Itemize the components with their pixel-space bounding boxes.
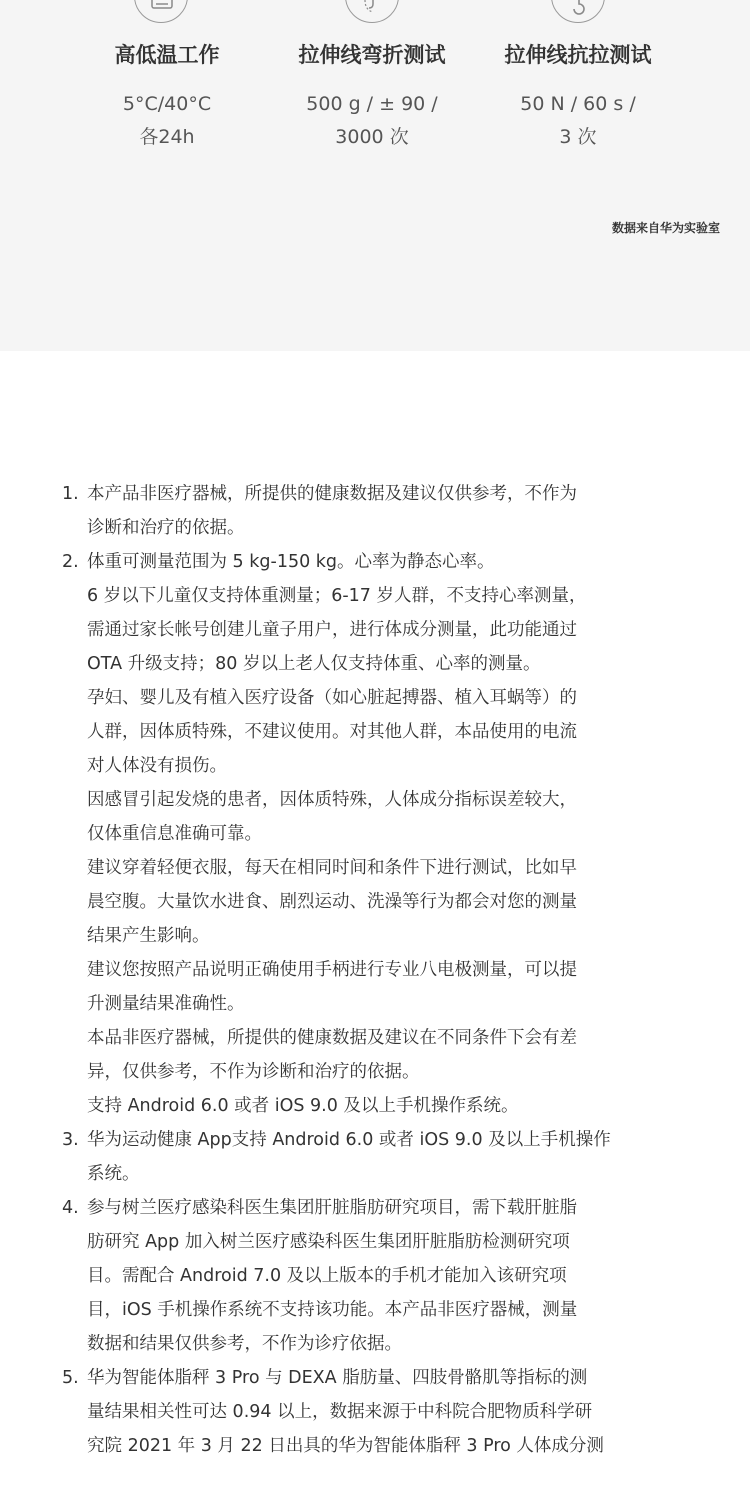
- test-results-panel: [0, 0, 750, 351]
- note-number: 2.: [62, 552, 79, 572]
- box-icon: [134, 0, 188, 23]
- note-line: 人群，因体质特殊，不建议使用。对其他人群，本品使用的电流: [87, 722, 577, 742]
- hook-icon: [551, 0, 605, 23]
- note-line: 结果产生影响。: [87, 926, 210, 946]
- note-number: 3.: [62, 1130, 79, 1150]
- note-line: 肪研究 App 加入树兰医疗感染科医生集团肝脏脂肪检测研究项: [87, 1232, 570, 1252]
- note-item: [62, 1361, 722, 1463]
- note-line: 支持 Android 6.0 或者 iOS 9.0 及以上手机操作系统。: [87, 1096, 519, 1116]
- note-line: 晨空腹。大量饮水进食、剧烈运动、洗澡等行为都会对您的测量: [87, 892, 577, 912]
- note-line: 建议您按照产品说明正确使用手柄进行专业八电极测量，可以提: [87, 960, 577, 980]
- test-value: 500 g / ± 90 /: [306, 93, 438, 115]
- test-title: 高低温工作: [114, 43, 220, 67]
- test-item: [458, 40, 698, 154]
- data-source-note: 数据来自华为实验室: [611, 221, 720, 235]
- note-line: 量结果相关性可达 0.94 以上，数据来源于中科院合肥物质科学研: [87, 1402, 593, 1422]
- note-line: 本产品非医疗器械，所提供的健康数据及建议仅供参考，不作为: [87, 484, 577, 504]
- note-line: 参与树兰医疗感染科医生集团肝脏脂肪研究项目，需下载肝脏脂: [87, 1198, 577, 1218]
- note-line: 目。需配合 Android 7.0 及以上版本的手机才能加入该研究项: [87, 1266, 567, 1286]
- note-line: 6 岁以下儿童仅支持体重测量；6-17 岁人群，不支持心率测量，: [87, 586, 587, 606]
- note-line: 因感冒引起发烧的患者，因体质特殊，人体成分指标误差较大，: [87, 790, 577, 810]
- note-line: OTA 升级支持；80 岁以上老人仅支持体重、心率的测量。: [87, 654, 541, 674]
- note-line: 孕妇、婴儿及有植入医疗设备（如心脏起搏器、植入耳蜗等）的: [87, 688, 577, 708]
- test-value: 3 次: [559, 126, 597, 148]
- note-item: [62, 545, 722, 1123]
- note-line: 需通过家长帐号创建儿童子用户，进行体成分测量，此功能通过: [87, 620, 577, 640]
- note-number: 5.: [62, 1368, 79, 1388]
- note-line: 仅体重信息准确可靠。: [87, 824, 262, 844]
- note-line: 究院 2021 年 3 月 22 日出具的华为智能体脂秤 3 Pro 人体成分测: [87, 1436, 604, 1456]
- note-item: [62, 1191, 722, 1361]
- test-item: [47, 40, 287, 154]
- note-line: 华为运动健康 App支持 Android 6.0 或者 iOS 9.0 及以上手机操作: [87, 1130, 611, 1150]
- note-line: 升测量结果准确性。: [87, 994, 245, 1014]
- note-number: 1.: [62, 484, 79, 504]
- test-item: [252, 40, 492, 154]
- test-value: 3000 次: [335, 126, 409, 148]
- note-line: 华为智能体脂秤 3 Pro 与 DEXA 脂肪量、四肢骨骼肌等指标的测: [87, 1368, 588, 1388]
- test-value: 50 N / 60 s /: [520, 93, 636, 115]
- note-line: 体重可测量范围为 5 kg-150 kg。心率为静态心率。: [87, 552, 495, 572]
- note-line: 系统。: [87, 1164, 140, 1184]
- note-line: 数据和结果仅供参考，不作为诊疗依据。: [87, 1334, 402, 1354]
- note-line: 诊断和治疗的依据。: [87, 518, 245, 538]
- note-line: 异，仅供参考，不作为诊断和治疗的依据。: [87, 1062, 420, 1082]
- note-item: [62, 1123, 722, 1191]
- note-number: 4.: [62, 1198, 79, 1218]
- test-title: 拉伸线弯折测试: [298, 43, 446, 67]
- bending-icon: [345, 0, 399, 23]
- note-line: 本品非医疗器械，所提供的健康数据及建议在不同条件下会有差: [87, 1028, 577, 1048]
- note-line: 对人体没有损伤。: [87, 756, 227, 776]
- note-line: 建议穿着轻便衣服，每天在相同时间和条件下进行测试，比如早: [87, 858, 577, 878]
- note-line: 目，iOS 手机操作系统不支持该功能。本产品非医疗器械，测量: [87, 1300, 578, 1320]
- note-item: [62, 477, 722, 545]
- notes-list: [62, 477, 722, 1463]
- test-value: 5°C/40°C: [122, 93, 212, 115]
- test-value: 各24h: [139, 126, 195, 148]
- test-title: 拉伸线抗拉测试: [504, 43, 652, 67]
